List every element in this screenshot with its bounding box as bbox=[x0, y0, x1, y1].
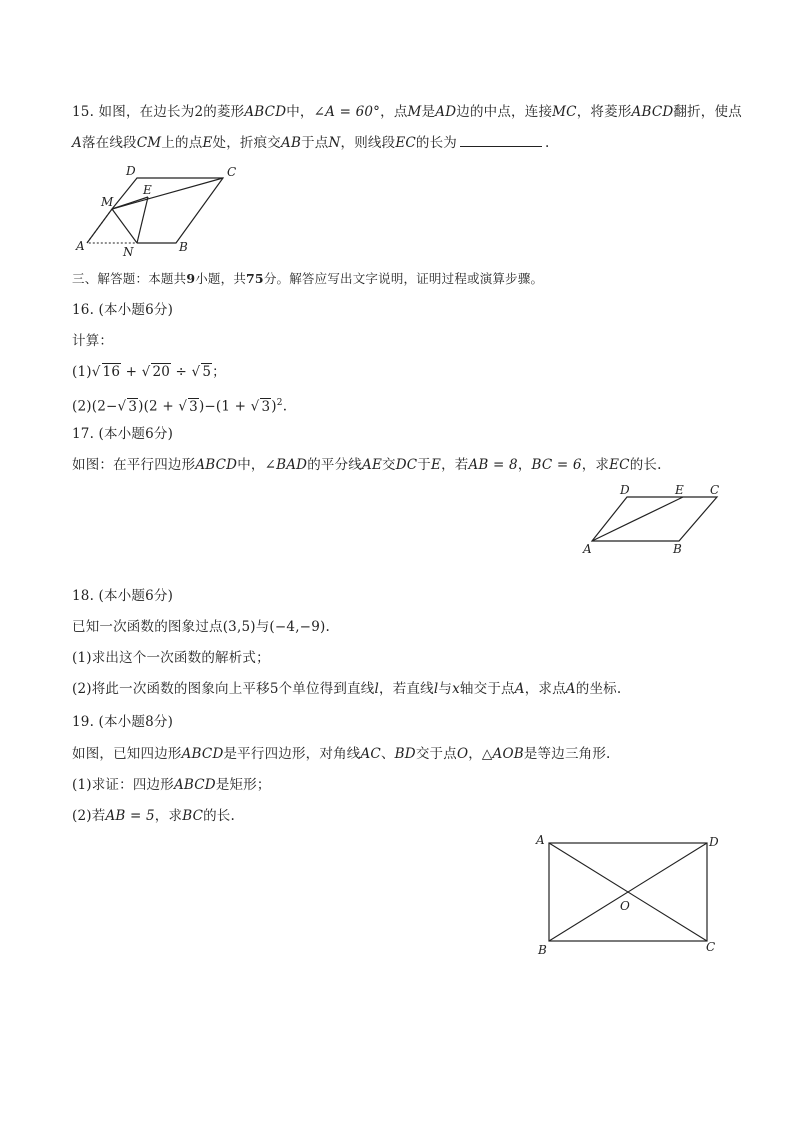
q17-var: EC bbox=[609, 457, 630, 473]
q15-text: 中， bbox=[286, 104, 314, 120]
q18-var: l bbox=[374, 681, 380, 697]
q18-text: ，若直线 bbox=[379, 681, 434, 697]
q18-header: 18. (本小题6分) bbox=[72, 588, 174, 604]
operator: ÷ bbox=[171, 364, 192, 380]
q19-var: O bbox=[456, 746, 469, 762]
q16-header: 16. (本小题6分) bbox=[72, 302, 174, 318]
punctuation: . bbox=[282, 398, 288, 415]
q18-var: A bbox=[514, 681, 525, 697]
q19-text: 是矩形； bbox=[215, 777, 271, 793]
q17-var: AE bbox=[362, 457, 383, 473]
q15-text: ，点 bbox=[380, 104, 408, 120]
operator: + bbox=[121, 364, 142, 380]
radicand: 3 bbox=[189, 398, 198, 415]
q19-text: 交于点 bbox=[415, 746, 457, 762]
q17-text: 于 bbox=[417, 457, 431, 473]
q15-text: ，将菱形 bbox=[576, 104, 632, 120]
sqrt-sign: √ bbox=[117, 398, 127, 415]
q19-text: 、 bbox=[380, 746, 395, 762]
q18-var: A bbox=[565, 681, 576, 697]
q18-part2 bbox=[72, 680, 621, 698]
q18-var: l bbox=[433, 681, 439, 697]
q17-var: BC = 6 bbox=[531, 457, 582, 473]
q19-var: AB = 5 bbox=[105, 808, 155, 824]
label-e: E bbox=[143, 183, 152, 197]
q19-text: 是平行四边形，对角线 bbox=[223, 746, 361, 762]
q17-text: ，若 bbox=[441, 457, 469, 473]
q18-point: (−4,−9) bbox=[269, 619, 326, 635]
segment-en bbox=[137, 197, 148, 243]
q18-text: 轴交于点 bbox=[459, 681, 515, 697]
answer-blank[interactable] bbox=[460, 134, 542, 147]
q15-text: 15. 如图，在边长为2的菱形 bbox=[72, 104, 245, 120]
sqrt-sign: √ bbox=[91, 364, 101, 380]
q15-text: 落在线段 bbox=[81, 135, 137, 151]
sqrt-sign: √ bbox=[141, 364, 151, 380]
expr-text: (2)(2− bbox=[72, 398, 118, 415]
q16-part2 bbox=[72, 394, 287, 416]
label-a: A bbox=[76, 239, 85, 253]
q15-text: ，则线段 bbox=[340, 135, 396, 151]
section3-count: 9 bbox=[186, 271, 196, 286]
q15-line2 bbox=[72, 134, 550, 152]
expr-text: )(2 + bbox=[138, 398, 179, 415]
q15-angle: ∠A = 60° bbox=[313, 104, 381, 120]
folded-dotted-edges bbox=[87, 209, 137, 243]
q17-header: 17. (本小题6分) bbox=[72, 426, 174, 442]
q17-var: DC bbox=[395, 457, 418, 473]
radicand: 5 bbox=[202, 364, 212, 380]
sqrt-sign: √ bbox=[178, 398, 188, 415]
q18-var: x bbox=[452, 681, 460, 697]
segment-mc bbox=[112, 178, 223, 209]
exponent: 2 bbox=[276, 398, 283, 408]
q15-var: ABCD bbox=[244, 104, 287, 120]
q19-text: 如图，已知四边形 bbox=[72, 746, 182, 762]
q19-var: BD bbox=[394, 746, 416, 762]
label-b: B bbox=[673, 542, 682, 556]
q19-text: 是等边三角形. bbox=[523, 746, 611, 762]
q17-text: 如图：在平行四边形 bbox=[72, 457, 196, 473]
q15-var: AB bbox=[281, 135, 302, 151]
label-d: D bbox=[620, 483, 630, 497]
q19-part1 bbox=[72, 776, 271, 794]
label-b: B bbox=[538, 943, 547, 957]
q17-text: ，求 bbox=[581, 457, 610, 473]
q15-text: 是 bbox=[421, 104, 436, 120]
label-c: C bbox=[710, 483, 720, 497]
section3-text: 分。解答应写出文字说明，证明过程或演算步骤。 bbox=[263, 271, 544, 286]
sqrt-sign: √ bbox=[250, 398, 260, 415]
section3-text: 三、解答题：本题共 bbox=[72, 271, 187, 286]
q17-figure bbox=[578, 478, 728, 558]
q19-text: (2)若 bbox=[72, 808, 106, 824]
q19-intro bbox=[72, 745, 611, 763]
q15-text: 翻折，使点 bbox=[673, 104, 742, 120]
label-d: D bbox=[709, 835, 719, 849]
label-o: O bbox=[620, 899, 630, 913]
q17-var: ABCD bbox=[195, 457, 238, 473]
q15-var: MC bbox=[552, 104, 577, 120]
q15-var: AD bbox=[435, 104, 457, 120]
label-a: A bbox=[583, 542, 592, 556]
label-e: E bbox=[675, 483, 684, 497]
q17-var: E bbox=[431, 457, 442, 473]
radicand: 3 bbox=[261, 398, 271, 415]
q18-text: (2)将此一次函数的图象向上平移5个单位得到直线 bbox=[72, 681, 375, 697]
q19-header: 19. (本小题8分) bbox=[72, 714, 174, 730]
q18-text: ，求点 bbox=[524, 681, 566, 697]
q19-var: AC bbox=[360, 746, 381, 762]
q19-text: 的长. bbox=[203, 808, 236, 824]
q15-line1 bbox=[72, 103, 742, 121]
q17-text: ， bbox=[517, 457, 532, 473]
q15-text: 上的点 bbox=[161, 135, 203, 151]
q19-var: ABCD bbox=[181, 746, 224, 762]
radicand: 3 bbox=[128, 398, 138, 415]
parallelogram-abcd bbox=[592, 497, 717, 541]
q19-text: (1)求证：四边形 bbox=[72, 777, 174, 793]
radicand: 20 bbox=[152, 364, 171, 380]
q15-text: . bbox=[545, 135, 550, 151]
q19-var: ABCD bbox=[173, 777, 216, 793]
q15-var: ABCD bbox=[631, 104, 674, 120]
q15-var: E bbox=[202, 135, 213, 151]
q19-figure bbox=[530, 830, 730, 960]
q18-point: (3,5) bbox=[222, 619, 256, 635]
q17-text: 中， bbox=[237, 457, 265, 473]
q17-var: ∠BAD bbox=[264, 457, 308, 473]
expr-text: )−(1 + bbox=[198, 398, 251, 415]
expr-text: ) bbox=[271, 398, 277, 415]
rhombus-outline bbox=[87, 178, 223, 243]
label-d: D bbox=[126, 164, 136, 178]
q15-var: EC bbox=[395, 135, 416, 151]
q16-part1 bbox=[72, 363, 226, 381]
q15-var: CM bbox=[136, 135, 162, 151]
label-c: C bbox=[706, 940, 716, 954]
q18-part1: (1)求出这个一次函数的解析式； bbox=[72, 650, 270, 666]
radicand: 16 bbox=[102, 364, 121, 380]
q15-text: 的长为 bbox=[415, 135, 458, 151]
q18-intro bbox=[72, 618, 330, 636]
q15-var: M bbox=[407, 104, 422, 120]
part-label: (1) bbox=[72, 364, 92, 380]
q19-text: ，求 bbox=[154, 808, 183, 824]
section3-text: 小题，共 bbox=[195, 271, 247, 286]
section3-heading bbox=[72, 270, 543, 288]
q15-text: 于点 bbox=[301, 135, 329, 151]
q15-text: 处，折痕交 bbox=[212, 135, 281, 151]
q18-text: 与 bbox=[255, 619, 270, 635]
label-n: N bbox=[123, 245, 134, 259]
q19-text: ， bbox=[468, 746, 482, 762]
q17-var: AB = 8 bbox=[468, 457, 518, 473]
q18-text: 已知一次函数的图象过点 bbox=[72, 619, 223, 635]
q17-text: 的平分线 bbox=[307, 457, 363, 473]
q19-part2 bbox=[72, 807, 235, 825]
q18-text: . bbox=[325, 619, 330, 635]
q15-figure bbox=[70, 160, 250, 260]
q18-text: 的坐标. bbox=[575, 681, 622, 697]
q15-var: N bbox=[328, 135, 341, 151]
label-c: C bbox=[227, 165, 237, 179]
punctuation: ； bbox=[212, 364, 226, 380]
q16-intro: 计算： bbox=[72, 333, 114, 349]
q17-body bbox=[72, 456, 662, 474]
q17-text: 交 bbox=[382, 457, 396, 473]
q18-text: 与 bbox=[438, 681, 453, 697]
segment-mn bbox=[112, 209, 137, 243]
q19-var: △AOB bbox=[481, 746, 524, 762]
label-a: A bbox=[536, 833, 545, 847]
segment-ae bbox=[592, 497, 683, 541]
q19-var: BC bbox=[182, 808, 204, 824]
sqrt-sign: √ bbox=[191, 364, 201, 380]
q17-text: 的长. bbox=[629, 457, 662, 473]
label-b: B bbox=[179, 240, 188, 254]
q15-text: 边的中点，连接 bbox=[456, 104, 553, 120]
q15-var: A bbox=[72, 135, 82, 151]
section3-score: 75 bbox=[246, 271, 264, 286]
label-m: M bbox=[101, 195, 114, 209]
